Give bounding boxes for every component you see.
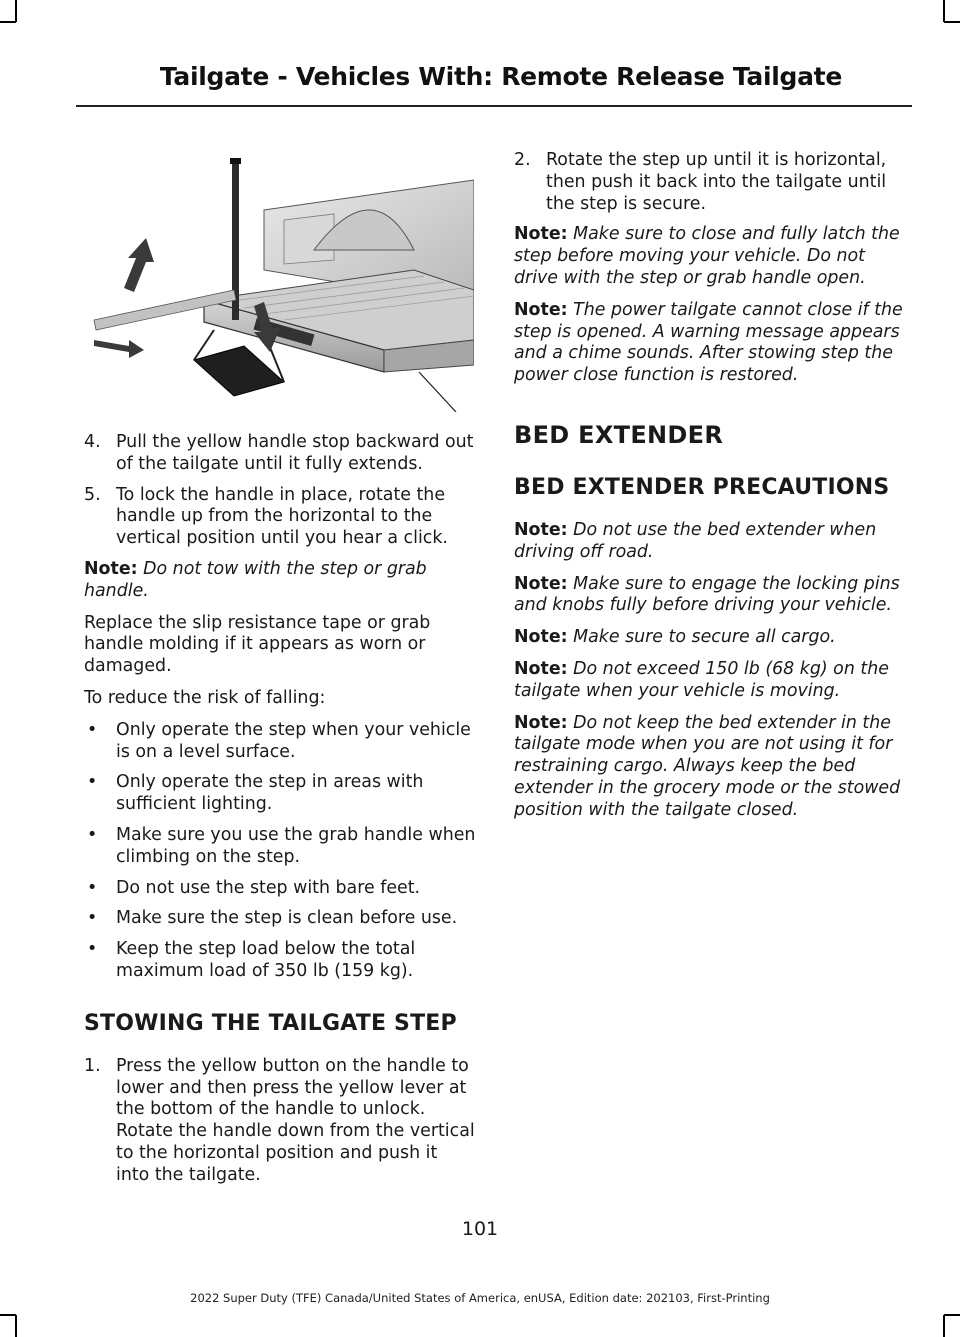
- note-off-road: [514, 520, 910, 564]
- list-item: [84, 1056, 476, 1187]
- step-number: 1.: [84, 1055, 101, 1076]
- steps-list-b: [84, 1056, 476, 1187]
- tailgate-step-drawing: [84, 150, 474, 412]
- note-label: Note:: [514, 627, 568, 648]
- tailgate-step-illustration: [84, 150, 474, 412]
- note-tailgate-mode: [514, 713, 910, 822]
- note-power-tailgate: [514, 300, 910, 387]
- steps-list-c: [514, 150, 910, 215]
- list-item: [84, 772, 476, 816]
- right-column: [514, 150, 910, 832]
- bullet-icon: •: [87, 772, 98, 793]
- step-text: Pull the yellow handle stop backward out of the tailgate until it fully extends.: [116, 432, 474, 474]
- page-header-title: Tailgate - Vehicles With: Remote Release Tailgate: [159, 62, 842, 91]
- note-text: Make sure to engage the locking pins and knobs fully before driving your vehicle.: [514, 573, 900, 616]
- note-label: Note:: [514, 519, 568, 540]
- step-number: 5.: [84, 484, 101, 505]
- note-label: Note:: [514, 299, 568, 320]
- bullet-text: Do not use the step with bare feet.: [116, 877, 421, 898]
- heading-bed-extender: BED EXTENDER: [514, 420, 724, 449]
- note-label: Note:: [514, 224, 568, 245]
- bullet-text: Keep the step load below the total maximum load of 350 lb (159 kg).: [116, 939, 416, 981]
- bullet-icon: •: [87, 877, 98, 898]
- bullet-icon: •: [87, 908, 98, 929]
- header-rule: [76, 105, 912, 107]
- note-tow: [84, 559, 476, 603]
- crop-mark-top-left-h: [0, 21, 16, 23]
- list-item: [84, 720, 476, 764]
- bullet-text: Only operate the step when your vehicle is on a level surface.: [116, 719, 471, 762]
- crop-mark-bottom-right-h: [944, 1314, 960, 1316]
- note-label: Note:: [514, 658, 568, 679]
- step-text: Rotate the step up until it is horizontal, then push it back into the tailgate until the step is secure.: [546, 150, 887, 214]
- section-title-stowing: STOWING THE TAILGATE STEP: [84, 1010, 457, 1036]
- paragraph-risk: To reduce the risk of falling:: [84, 687, 326, 708]
- bullet-text: Make sure the step is clean before use.: [116, 908, 458, 929]
- note-label: Note:: [514, 712, 568, 733]
- bullet-icon: •: [87, 939, 98, 960]
- page-number: 101: [461, 1218, 499, 1240]
- note-text: Do not use the bed extender when driving off road.: [514, 519, 877, 562]
- step-text: To lock the handle in place, rotate the handle up from the horizontal to the vertical position until you hear a click.: [116, 484, 448, 549]
- step-text: Press the yellow button on the handle to lower and then press the yellow lever at the bottom of the handle to unlock. Rotate the handle down from the vertical to the horizontal position and push it into the tailgate.: [116, 1055, 475, 1185]
- note-text: Make sure to close and fully latch the step before moving your vehicle. Do not drive with the step or grab handle open.: [514, 224, 900, 288]
- note-locking-pins: [514, 574, 910, 618]
- list-item: [514, 150, 910, 215]
- steps-list-a: [84, 432, 476, 550]
- bullet-icon: •: [87, 824, 98, 845]
- crop-mark-top-right-v: [943, 0, 945, 22]
- paragraph-replace: Replace the slip resistance tape or grab handle molding if it appears as worn or damaged.: [84, 612, 431, 677]
- list-item: [84, 878, 476, 900]
- left-column: [84, 150, 476, 1196]
- crop-mark-bottom-right-v: [943, 1315, 945, 1337]
- note-text: Do not exceed 150 lb (68 kg) on the tailgate when your vehicle is moving.: [514, 658, 889, 701]
- list-item: [84, 432, 476, 476]
- list-item: [84, 908, 476, 930]
- crop-mark-bottom-left-v: [15, 1315, 17, 1337]
- note-text: The power tailgate cannot close if the step is opened. A warning message appears and a chime sounds. After stowing step the power close function is restored.: [514, 299, 903, 386]
- list-item: [84, 825, 476, 869]
- heading-bed-extender-precautions: BED EXTENDER PRECAUTIONS: [514, 474, 890, 500]
- list-item: [84, 939, 476, 983]
- crop-mark-top-right-h: [944, 21, 960, 23]
- crop-mark-bottom-left-h: [0, 1314, 16, 1316]
- bullet-text: Make sure you use the grab handle when climbing on the step.: [116, 824, 476, 867]
- crop-mark-top-left-v: [15, 0, 17, 22]
- step-number: 4.: [84, 432, 101, 452]
- note-label: Note:: [514, 573, 568, 594]
- step-number: 2.: [514, 150, 531, 170]
- note-text: Do not keep the bed extender in the tailgate mode when you are not using it for restraining cargo. Always keep the bed extender in the grocery mode or the stowed position with the tailgate closed.: [514, 712, 901, 820]
- note-max-weight: [514, 659, 910, 703]
- note-secure-cargo: [514, 627, 910, 649]
- note-text: Do not tow with the step or grab handle.: [84, 558, 427, 601]
- list-item: [84, 485, 476, 550]
- page-footer: 2022 Super Duty (TFE) Canada/United States of America, enUSA, Edition date: 202103, First-Printing: [190, 1291, 770, 1305]
- bullet-text: Only operate the step in areas with sufficient lighting.: [116, 772, 424, 815]
- note-label: Note:: [84, 558, 138, 579]
- note-latch: [514, 224, 910, 289]
- note-text: Make sure to secure all cargo.: [573, 627, 836, 648]
- bullet-list: [84, 720, 476, 983]
- bullet-icon: •: [87, 719, 98, 740]
